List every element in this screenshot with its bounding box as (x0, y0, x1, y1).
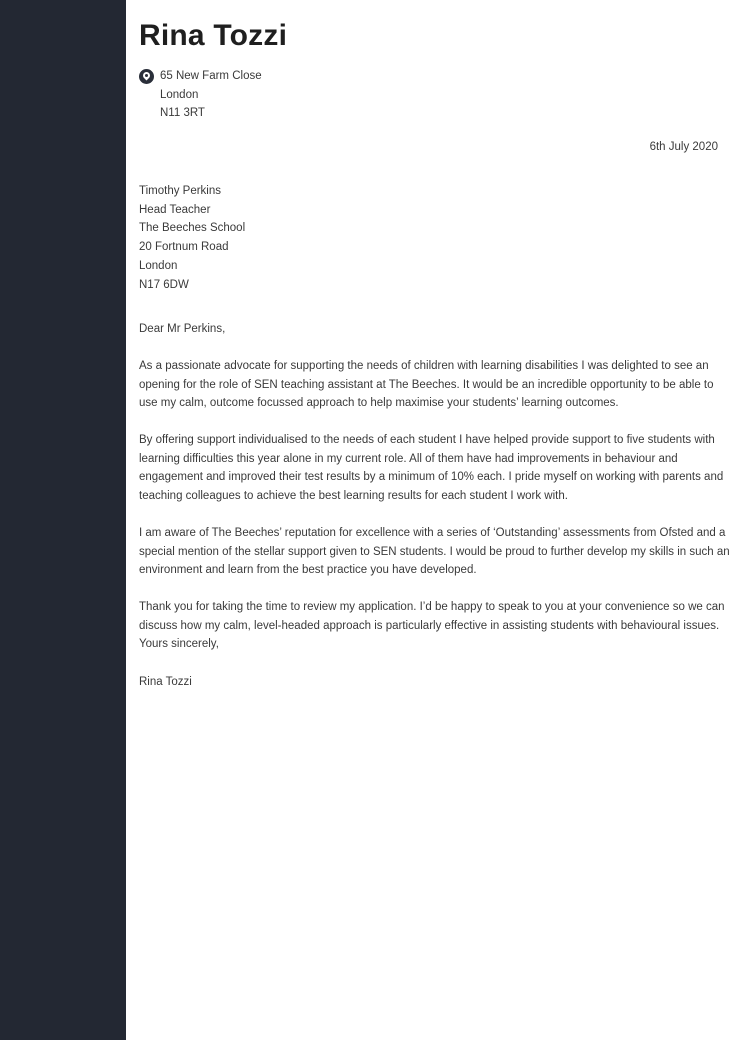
salutation: Dear Mr Perkins, (139, 323, 226, 335)
paragraph-line: By offering support individualised to the needs of each student I have helped provide support to five students with (139, 434, 715, 446)
address-line: London (160, 88, 199, 101)
address-line: 65 New Farm Close (160, 70, 262, 82)
paragraph-line: environment and learn from the best practice you have developed. (139, 564, 477, 577)
recipient-address (139, 182, 245, 294)
paragraph-line: special mention of the stellar support given to SEN students. I would be proud to further develop my skills in such an (139, 545, 730, 558)
recipient-line: Timothy Perkins (139, 185, 222, 197)
sender-name: Rina Tozzi (139, 19, 288, 52)
recipient-line: 20 Fortnum Road (139, 241, 229, 254)
sender-address (160, 67, 262, 123)
recipient-line: London (139, 259, 178, 272)
recipient-line: N17 6DW (139, 278, 189, 291)
letter-date: 6th July 2020 (649, 141, 718, 153)
paragraph (139, 357, 717, 413)
recipient-line: Head Teacher (139, 203, 211, 216)
paragraph-line: discuss how my calm, level-headed approach is particularly effective in assisting students with behavioural issues. (139, 619, 720, 632)
paragraph (139, 524, 730, 580)
address-line: N11 3RT (160, 107, 205, 120)
recipient-line: The Beeches School (139, 222, 246, 235)
paragraph (139, 431, 724, 506)
signature-name: Rina Tozzi (139, 676, 192, 688)
paragraph-line: use my calm, outcome focussed approach to help maximise your students’ learning outcomes. (139, 397, 619, 410)
location-pin-icon (139, 69, 154, 84)
paragraph-line: As a passionate advocate for supporting the needs of children with learning disabilities I was delighted to see an (139, 360, 709, 372)
paragraph-line: learning difficulties this year alone in my current role. All of them have had improvements in behaviour and (139, 452, 678, 465)
paragraph-line: teaching colleagues to achieve the best learning results for each student I work with. (139, 490, 568, 503)
paragraph-line: I am aware of The Beeches’ reputation for excellence with a series of ‘Outstanding’ assessments from Ofsted and a (139, 527, 726, 539)
paragraph-line: opening for the role of SEN teaching assistant at The Beeches. It would be an incredible opportunity to be able to (139, 378, 714, 391)
paragraph-line: engagement and improved their test results by a minimum of 10% each. I pride myself on working with parents and (139, 471, 724, 484)
paragraph-line: Thank you for taking the time to review my application. I’d be happy to speak to you at your convenience so we can (139, 601, 725, 613)
closing: Yours sincerely, (139, 638, 219, 651)
paragraph (139, 598, 725, 654)
sidebar-panel (0, 0, 126, 1040)
